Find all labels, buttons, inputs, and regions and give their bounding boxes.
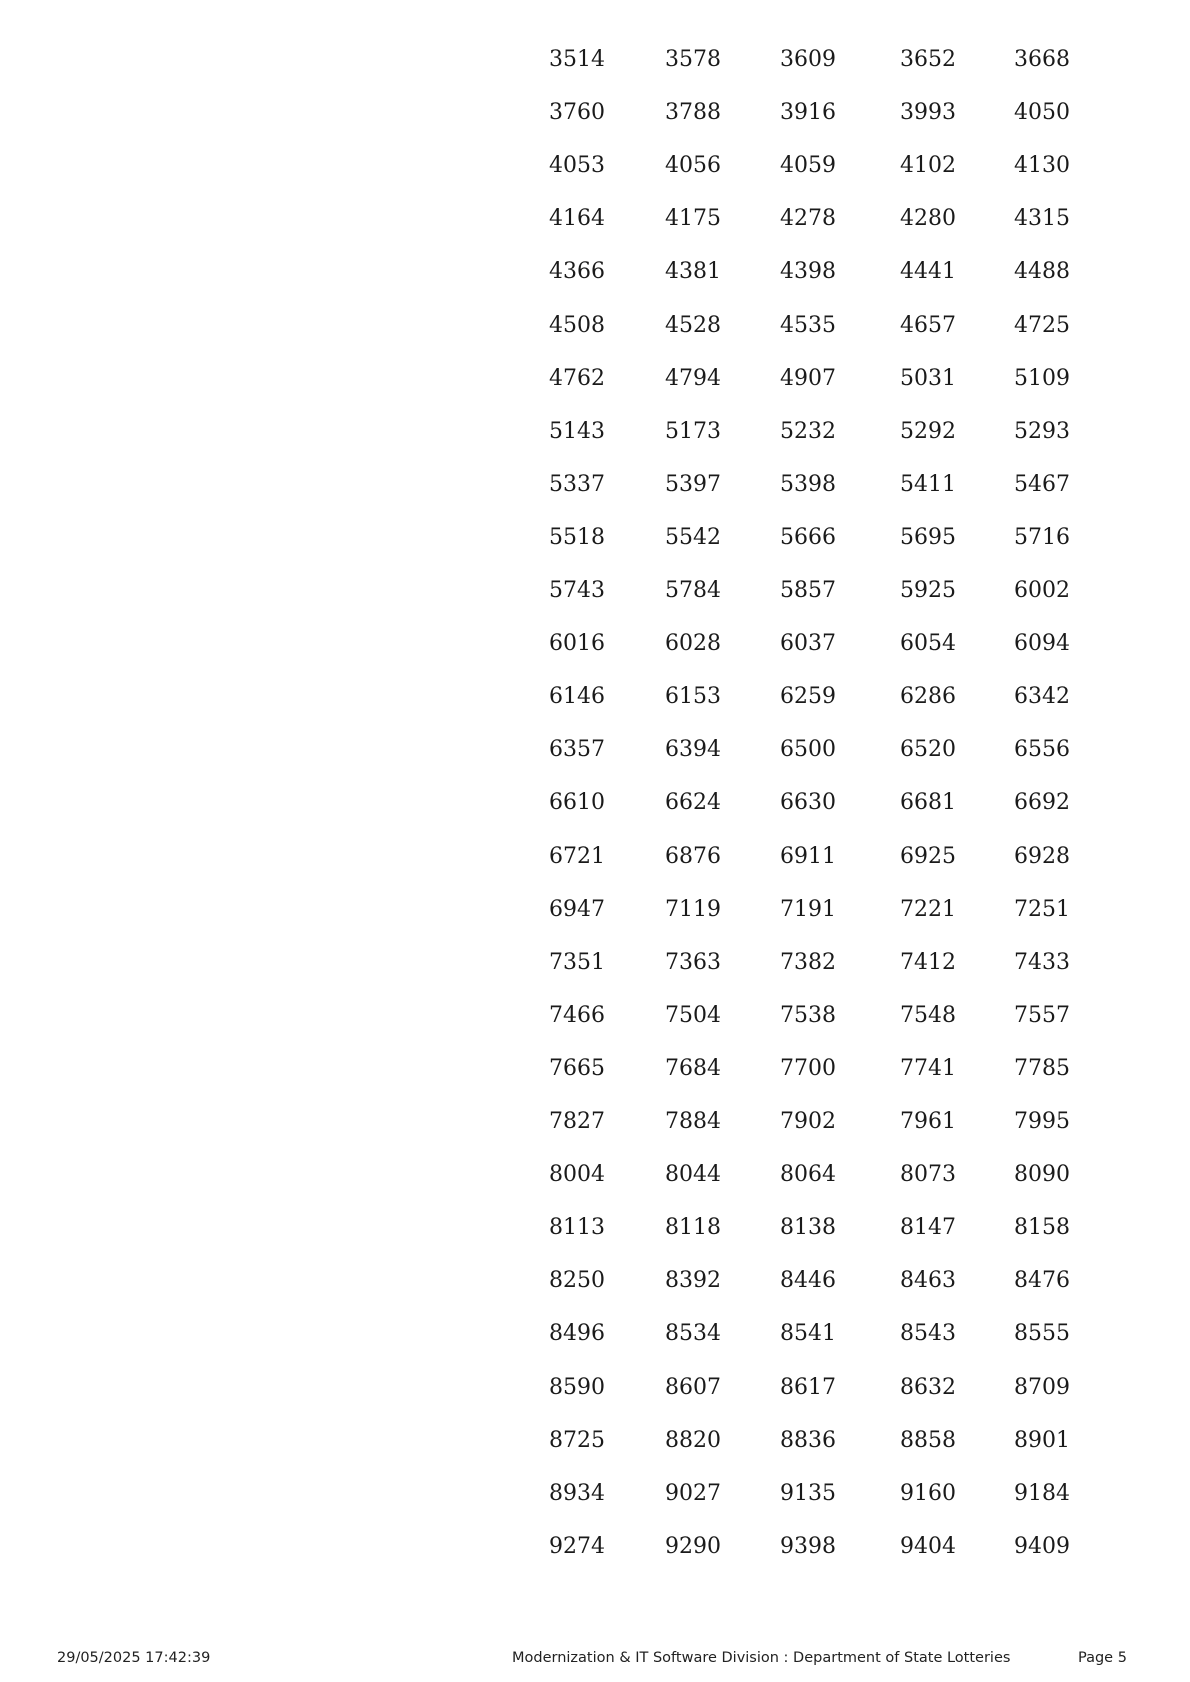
number-row xyxy=(0,943,1190,983)
ticket-number: 8617 xyxy=(780,1374,836,1400)
ticket-number: 3760 xyxy=(549,100,605,126)
ticket-number: 7961 xyxy=(900,1109,956,1134)
ticket-number: 5518 xyxy=(549,524,605,550)
ticket-number: 4381 xyxy=(665,259,721,285)
number-row xyxy=(0,1368,1190,1408)
ticket-number: 5784 xyxy=(665,578,721,603)
ticket-number: 4508 xyxy=(549,312,605,338)
ticket-number: 3578 xyxy=(665,47,721,72)
number-row xyxy=(0,1421,1190,1461)
ticket-number: 5232 xyxy=(780,418,836,444)
number-row xyxy=(0,412,1190,452)
ticket-number: 7700 xyxy=(780,1055,836,1081)
ticket-number: 7466 xyxy=(549,1002,605,1028)
ticket-number: 7351 xyxy=(549,949,605,975)
ticket-number: 8463 xyxy=(900,1268,956,1294)
ticket-number: 6610 xyxy=(549,790,605,816)
ticket-number: 8820 xyxy=(665,1427,721,1453)
ticket-number: 6153 xyxy=(665,684,721,710)
number-row xyxy=(0,1314,1190,1354)
number-row xyxy=(0,199,1190,239)
ticket-number: 3609 xyxy=(780,47,836,72)
ticket-number: 7382 xyxy=(780,949,836,975)
ticket-number: 8158 xyxy=(1014,1215,1070,1241)
ticket-number: 4278 xyxy=(780,206,836,232)
ticket-number: 6947 xyxy=(549,896,605,922)
ticket-number: 4528 xyxy=(665,312,721,338)
number-row xyxy=(0,146,1190,186)
ticket-number: 8090 xyxy=(1014,1162,1070,1188)
footer-division: Modernization & IT Software Division : Department of State Lotteries xyxy=(512,1650,1011,1666)
ticket-number: 9027 xyxy=(665,1480,721,1506)
ticket-number: 4164 xyxy=(549,206,605,232)
ticket-number: 6721 xyxy=(549,843,605,869)
ticket-number: 6016 xyxy=(549,631,605,657)
ticket-number: 6876 xyxy=(665,843,721,869)
ticket-number: 3514 xyxy=(549,47,605,72)
ticket-number: 5398 xyxy=(780,471,836,497)
number-row xyxy=(0,837,1190,877)
number-row xyxy=(0,624,1190,664)
ticket-number: 6286 xyxy=(900,684,956,710)
number-row xyxy=(0,996,1190,1036)
ticket-number: 5173 xyxy=(665,418,721,444)
number-row xyxy=(0,783,1190,823)
ticket-number: 5716 xyxy=(1014,524,1070,550)
ticket-number: 8004 xyxy=(549,1162,605,1188)
ticket-number: 6500 xyxy=(780,737,836,763)
ticket-number: 8534 xyxy=(665,1321,721,1347)
number-row xyxy=(0,252,1190,292)
ticket-number: 8858 xyxy=(900,1427,956,1453)
number-row xyxy=(0,677,1190,717)
number-row xyxy=(0,1208,1190,1248)
ticket-number: 4657 xyxy=(900,312,956,338)
ticket-number: 9398 xyxy=(780,1533,836,1559)
number-row xyxy=(0,359,1190,399)
ticket-number: 8392 xyxy=(665,1268,721,1294)
ticket-number: 6146 xyxy=(549,684,605,710)
ticket-number: 8543 xyxy=(900,1321,956,1347)
ticket-number: 3788 xyxy=(665,100,721,126)
number-row xyxy=(0,40,1190,80)
ticket-number: 4535 xyxy=(780,312,836,338)
ticket-number: 7433 xyxy=(1014,949,1070,975)
ticket-number: 6624 xyxy=(665,790,721,816)
ticket-number: 7827 xyxy=(549,1109,605,1134)
ticket-number: 3652 xyxy=(900,47,956,72)
ticket-number: 5031 xyxy=(900,365,956,391)
ticket-number: 6692 xyxy=(1014,790,1070,816)
ticket-number: 5695 xyxy=(900,524,956,550)
ticket-number: 5467 xyxy=(1014,471,1070,497)
ticket-number: 8064 xyxy=(780,1162,836,1188)
ticket-number: 6342 xyxy=(1014,684,1070,710)
ticket-number: 4398 xyxy=(780,259,836,285)
ticket-number: 8118 xyxy=(665,1215,721,1241)
ticket-number: 8555 xyxy=(1014,1321,1070,1347)
ticket-number: 7119 xyxy=(665,896,721,922)
ticket-number: 8901 xyxy=(1014,1427,1070,1453)
ticket-number: 7221 xyxy=(900,896,956,922)
ticket-number: 5666 xyxy=(780,524,836,550)
number-row xyxy=(0,1261,1190,1301)
ticket-number: 7741 xyxy=(900,1055,956,1081)
ticket-number: 6037 xyxy=(780,631,836,657)
number-row xyxy=(0,1527,1190,1567)
ticket-number: 9160 xyxy=(900,1480,956,1506)
ticket-number: 6630 xyxy=(780,790,836,816)
ticket-number: 7251 xyxy=(1014,896,1070,922)
ticket-number: 7684 xyxy=(665,1055,721,1081)
ticket-number: 9184 xyxy=(1014,1480,1070,1506)
ticket-number: 8044 xyxy=(665,1162,721,1188)
ticket-number: 5337 xyxy=(549,471,605,497)
number-row xyxy=(0,1155,1190,1195)
ticket-number: 8541 xyxy=(780,1321,836,1347)
ticket-number: 4280 xyxy=(900,206,956,232)
ticket-number: 4130 xyxy=(1014,153,1070,179)
ticket-number: 7538 xyxy=(780,1002,836,1028)
ticket-number: 7785 xyxy=(1014,1055,1070,1081)
ticket-number: 3916 xyxy=(780,100,836,126)
ticket-number: 7548 xyxy=(900,1002,956,1028)
ticket-number: 5397 xyxy=(665,471,721,497)
ticket-number: 8725 xyxy=(549,1427,605,1453)
ticket-number: 4059 xyxy=(780,153,836,179)
ticket-number: 8476 xyxy=(1014,1268,1070,1294)
ticket-number: 3668 xyxy=(1014,47,1070,72)
ticket-number: 9409 xyxy=(1014,1533,1070,1559)
ticket-number: 9404 xyxy=(900,1533,956,1559)
ticket-number: 8632 xyxy=(900,1374,956,1400)
ticket-number: 8590 xyxy=(549,1374,605,1400)
ticket-number: 8446 xyxy=(780,1268,836,1294)
ticket-number: 7191 xyxy=(780,896,836,922)
ticket-number: 5542 xyxy=(665,524,721,550)
number-row xyxy=(0,465,1190,505)
ticket-number: 6394 xyxy=(665,737,721,763)
ticket-number: 9274 xyxy=(549,1533,605,1559)
ticket-number: 6556 xyxy=(1014,737,1070,763)
ticket-number: 7557 xyxy=(1014,1002,1070,1028)
ticket-number: 6681 xyxy=(900,790,956,816)
ticket-number: 4762 xyxy=(549,365,605,391)
ticket-number: 5411 xyxy=(900,471,956,497)
ticket-number: 8607 xyxy=(665,1374,721,1400)
ticket-number: 7665 xyxy=(549,1055,605,1081)
ticket-number: 8073 xyxy=(900,1162,956,1188)
number-row xyxy=(0,93,1190,133)
ticket-number: 4794 xyxy=(665,365,721,391)
ticket-number: 7412 xyxy=(900,949,956,975)
ticket-number: 4056 xyxy=(665,153,721,179)
ticket-number: 8934 xyxy=(549,1480,605,1506)
number-row xyxy=(0,571,1190,611)
ticket-number: 7363 xyxy=(665,949,721,975)
ticket-number: 5925 xyxy=(900,578,956,603)
ticket-number: 8138 xyxy=(780,1215,836,1241)
number-row xyxy=(0,518,1190,558)
ticket-number: 4488 xyxy=(1014,259,1070,285)
ticket-number: 5109 xyxy=(1014,365,1070,391)
number-row xyxy=(0,1102,1190,1142)
ticket-number: 4725 xyxy=(1014,312,1070,338)
ticket-number: 6002 xyxy=(1014,578,1070,603)
ticket-number: 9135 xyxy=(780,1480,836,1506)
number-row xyxy=(0,730,1190,770)
ticket-number: 4102 xyxy=(900,153,956,179)
ticket-number: 9290 xyxy=(665,1533,721,1559)
ticket-number: 8496 xyxy=(549,1321,605,1347)
number-row xyxy=(0,1474,1190,1514)
ticket-number: 5292 xyxy=(900,418,956,444)
ticket-number: 4050 xyxy=(1014,100,1070,126)
ticket-number: 8113 xyxy=(549,1215,605,1241)
ticket-number: 6259 xyxy=(780,684,836,710)
ticket-number: 8709 xyxy=(1014,1374,1070,1400)
ticket-number: 8836 xyxy=(780,1427,836,1453)
ticket-number: 4907 xyxy=(780,365,836,391)
ticket-number: 5293 xyxy=(1014,418,1070,444)
ticket-number: 4175 xyxy=(665,206,721,232)
ticket-number: 4366 xyxy=(549,259,605,285)
ticket-number: 6925 xyxy=(900,843,956,869)
ticket-number: 5143 xyxy=(549,418,605,444)
ticket-number: 8147 xyxy=(900,1215,956,1241)
number-row xyxy=(0,306,1190,346)
footer-timestamp: 29/05/2025 17:42:39 xyxy=(57,1650,211,1666)
ticket-number: 8250 xyxy=(549,1268,605,1294)
ticket-number: 4441 xyxy=(900,259,956,285)
ticket-number: 4315 xyxy=(1014,206,1070,232)
ticket-number: 7902 xyxy=(780,1109,836,1134)
page-footer xyxy=(0,1646,1190,1670)
footer-page-number: Page 5 xyxy=(1078,1650,1127,1666)
ticket-number: 6911 xyxy=(780,843,836,869)
ticket-number: 7884 xyxy=(665,1109,721,1134)
ticket-number: 6928 xyxy=(1014,843,1070,869)
ticket-number: 6520 xyxy=(900,737,956,763)
ticket-number: 6028 xyxy=(665,631,721,657)
number-row xyxy=(0,890,1190,930)
ticket-number: 5743 xyxy=(549,578,605,603)
ticket-number: 4053 xyxy=(549,153,605,179)
number-row xyxy=(0,1049,1190,1089)
ticket-number: 3993 xyxy=(900,100,956,126)
ticket-number: 7504 xyxy=(665,1002,721,1028)
ticket-number: 7995 xyxy=(1014,1109,1070,1134)
ticket-number: 6054 xyxy=(900,631,956,657)
ticket-number: 6357 xyxy=(549,737,605,763)
ticket-number: 5857 xyxy=(780,578,836,603)
ticket-number: 6094 xyxy=(1014,631,1070,657)
